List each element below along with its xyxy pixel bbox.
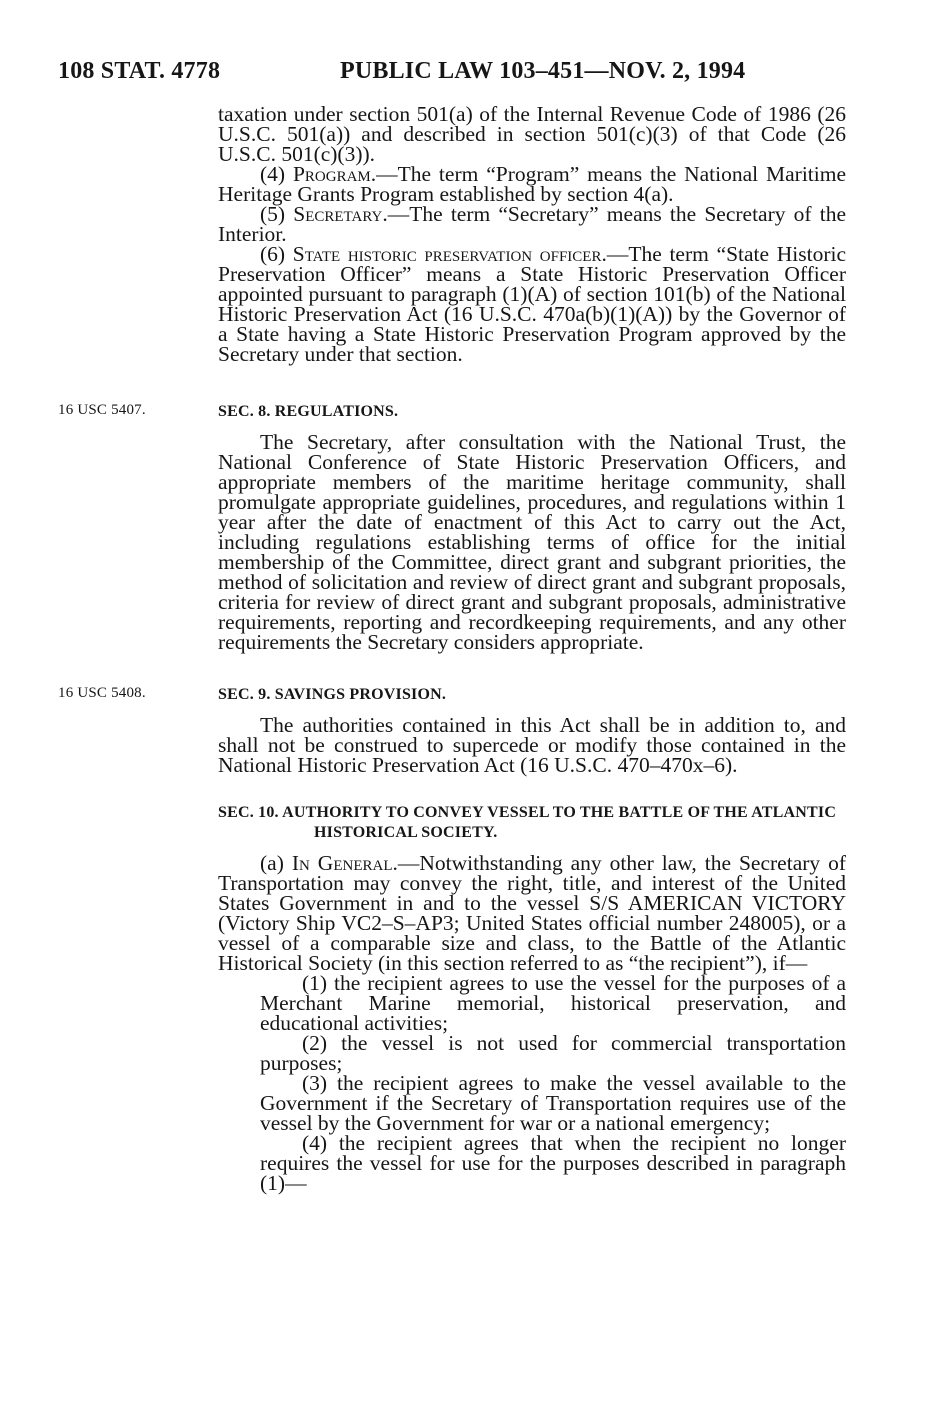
definition-secretary	[218, 204, 846, 244]
definition-number: (5)	[260, 202, 286, 226]
definition-program	[218, 164, 846, 204]
section-title: SAVINGS PROVISION.	[274, 686, 447, 703]
definition-state-historic-preservation-officer	[218, 244, 846, 364]
section-title: AUTHORITY TO CONVEY VESSEL TO THE BATTLE OF THE ATLANTIC HISTORICAL SOCIETY.	[282, 804, 837, 841]
section-number: SEC. 8.	[218, 403, 271, 420]
section-heading	[218, 402, 846, 422]
section-10	[218, 803, 846, 1193]
definition-term: Program	[292, 162, 371, 186]
definition-continuation: taxation under section 501(a) of the Internal Revenue Code of 1986 (26 U.S.C. 501(a)) and described in section 501(c)(3) of that Code (26 U.S.C. 501(c)(3)).	[218, 102, 846, 166]
definitions-block	[218, 104, 846, 364]
paragraph-2: (2) the vessel is not used for commercial transportation purposes;	[260, 1031, 846, 1075]
section-9-text: The authorities contained in this Act shall be in addition to, and shall not be construed to supercede or modify those contained in the National Historic Preservation Act (16 U.S.C. 470–470x–6).	[218, 713, 846, 777]
subsection-term: In General	[291, 851, 393, 875]
section-8-text: The Secretary, after consultation with the National Trust, the National Conference of State Historic Preservation Officers, and appropriate members of the maritime heritage community, shall promulgate appropriate guidelines, procedures, and regulations within 1 year after the date of enactment of this Act to carry out the Act, including regulations establishing terms of office for the initial membership of the Committee, direct grant and subgrant priorities, the method of solicitation and review of direct grant and subgrant proposals, criteria for review of direct grant and subgrant proposals, administrative requirements, reporting and recordkeeping requirements, and any other requirements the Secretary considers appropriate.	[218, 430, 846, 654]
definition-text: .—The term “Secretary” means the Secretary of the Interior.	[218, 202, 847, 246]
definition-number: (4)	[260, 162, 286, 186]
section-number: SEC. 9.	[218, 686, 271, 703]
margin-note-usc-5407: 16 USC 5407.	[58, 402, 146, 418]
definition-number: (6)	[260, 242, 286, 266]
definition-term: State historic preservation officer	[292, 242, 602, 266]
subsection-label: (a)	[260, 851, 284, 875]
public-law-reference: PUBLIC LAW 103–451—NOV. 2, 1994	[340, 58, 746, 84]
section-heading	[218, 685, 846, 705]
section-title: REGULATIONS.	[274, 403, 399, 420]
statute-reference: 108 STAT. 4778	[58, 58, 221, 84]
section-9	[218, 685, 846, 775]
subsection-a	[218, 853, 846, 973]
paragraph-4: (4) the recipient agrees that when the recipient no longer requires the vessel for use for the purposes described in paragraph (1)—	[260, 1131, 846, 1195]
definition-text: .—The term “Program” means the National Maritime Heritage Grants Program established by section 4(a).	[218, 162, 847, 206]
paragraph-3: (3) the recipient agrees to make the vessel available to the Government if the Secretary of Transportation requires use of the vessel by the Government for war or a national emergency;	[260, 1071, 846, 1135]
margin-note-usc-5408: 16 USC 5408.	[58, 685, 146, 701]
section-heading	[218, 803, 846, 843]
definition-term: Secretary	[293, 202, 383, 226]
section-8	[218, 402, 846, 652]
subsection-text: .—Notwithstanding any other law, the Secretary of Transportation may convey the right, title, and interest of the United States Government in and to the vessel S/S AMERICAN VICTORY (Victory Ship VC2–S–AP3; United States official number 248005), or a vessel of a comparable size and class, to the Battle of the Atlantic Historical Society (in this section referred to as “the recipient”), if—	[218, 851, 847, 975]
paragraph-1: (1) the recipient agrees to use the vessel for the purposes of a Merchant Marine memorial, historical preservation, and educational activities;	[260, 971, 846, 1035]
section-number: SEC. 10.	[218, 804, 279, 821]
definition-text: .—The term “State Historic Preservation Officer” means a State Historic Preservation Officer appointed pursuant to paragraph (1)(A) of section 101(b) of the National Historic Preservation Act (16 U.S.C. 470a(b)(1)(A)) by the Governor of a State having a State Historic Preservation Program approved by the Secretary under that section.	[218, 242, 846, 366]
